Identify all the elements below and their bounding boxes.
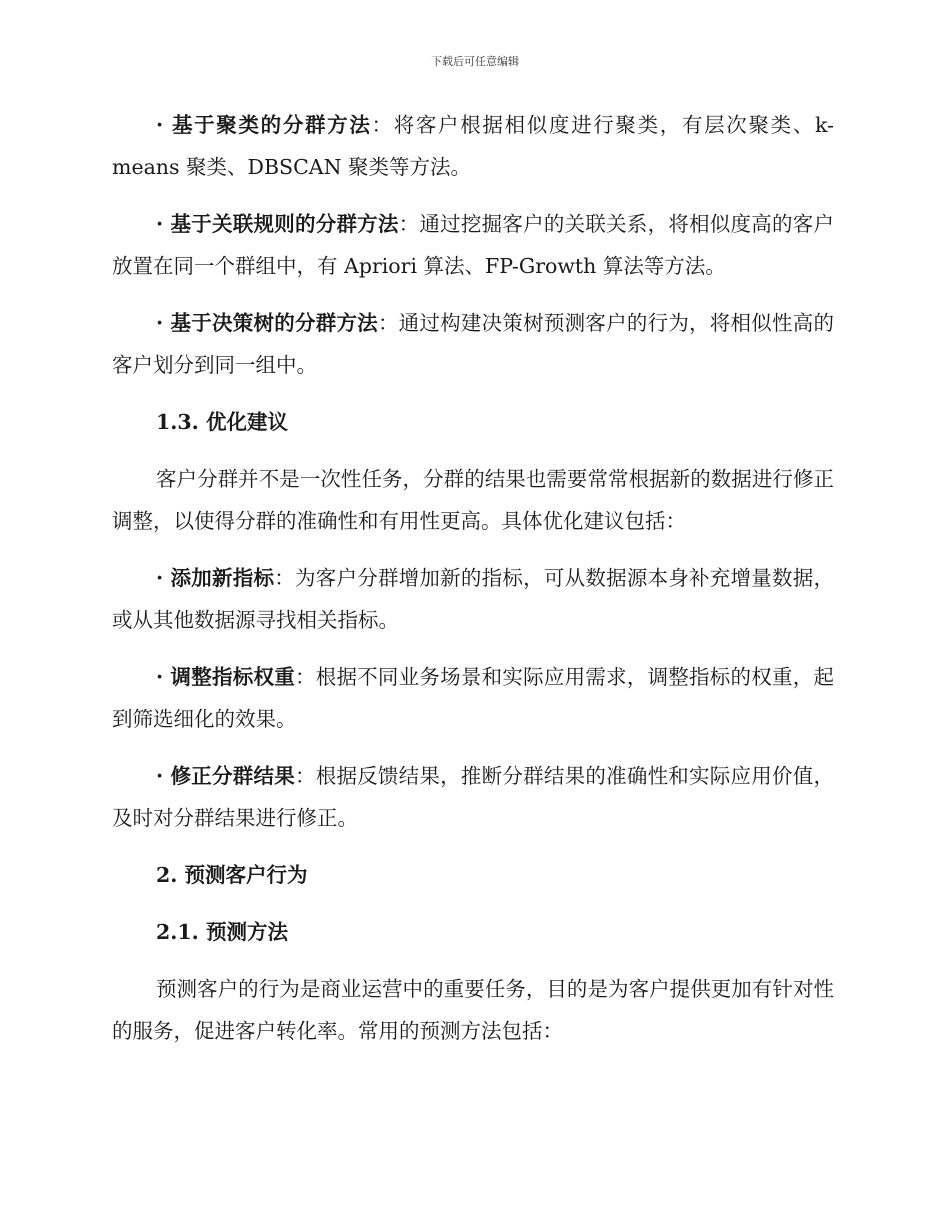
document-body <box>112 104 834 1067</box>
bullet-text: ：通过挖掘客户的关联关系，将相似度高的客户放置在同一个群组中，有 Apriori 算法、FP-Growth 算法等方法。 <box>112 212 834 278</box>
bullet-paragraph-add-indicators <box>112 557 834 641</box>
bullet-paragraph-adjust-weights <box>112 656 834 740</box>
bullet-text: ：为客户分群增加新的指标，可从数据源本身补充增量数据，或从其他数据源寻找相关指标。 <box>112 566 835 632</box>
bullet-paragraph-correct-results <box>112 755 834 839</box>
body-paragraph-optimization: 客户分群并不是一次性任务，分群的结果也需要常常根据新的数据进行修正调整，以使得分群的准确性和有用性更高。具体优化建议包括： <box>112 467 834 533</box>
bullet-lead: · 基于决策树的分群方法 <box>156 311 378 335</box>
body-paragraph-prediction: 预测客户的行为是商业运营中的重要任务，目的是为客户提供更加有针对性的服务，促进客户转化率。常用的预测方法包括： <box>112 977 834 1043</box>
section-heading-2: 2. 预测客户行为 <box>156 863 308 887</box>
bullet-lead: · 基于聚类的分群方法 <box>156 113 372 137</box>
bullet-text: ：通过构建决策树预测客户的行为，将相似性高的客户划分到同一组中。 <box>112 311 835 377</box>
page-header: 下载后可任意编辑 <box>431 55 519 68</box>
bullet-lead: · 修正分群结果 <box>156 764 295 788</box>
bullet-text: ：根据不同业务场景和实际应用需求，调整指标的权重，起到筛选细化的效果。 <box>112 665 834 731</box>
section-heading-2-1: 2.1. 预测方法 <box>156 920 288 944</box>
bullet-lead: · 调整指标权重 <box>156 665 295 689</box>
bullet-text: ：将客户根据相似度进行聚类，有层次聚类、k-means 聚类、DBSCAN 聚类等方法。 <box>112 113 834 179</box>
bullet-paragraph-clustering <box>112 104 834 188</box>
bullet-text: ：根据反馈结果，推断分群结果的准确性和实际应用价值，及时对分群结果进行修正。 <box>112 764 834 830</box>
bullet-paragraph-association-rules <box>112 203 834 287</box>
section-heading-1-3: 1.3. 优化建议 <box>156 410 288 434</box>
bullet-lead: · 添加新指标 <box>156 566 275 590</box>
bullet-lead: · 基于关联规则的分群方法 <box>156 212 399 236</box>
bullet-paragraph-decision-tree <box>112 302 834 386</box>
